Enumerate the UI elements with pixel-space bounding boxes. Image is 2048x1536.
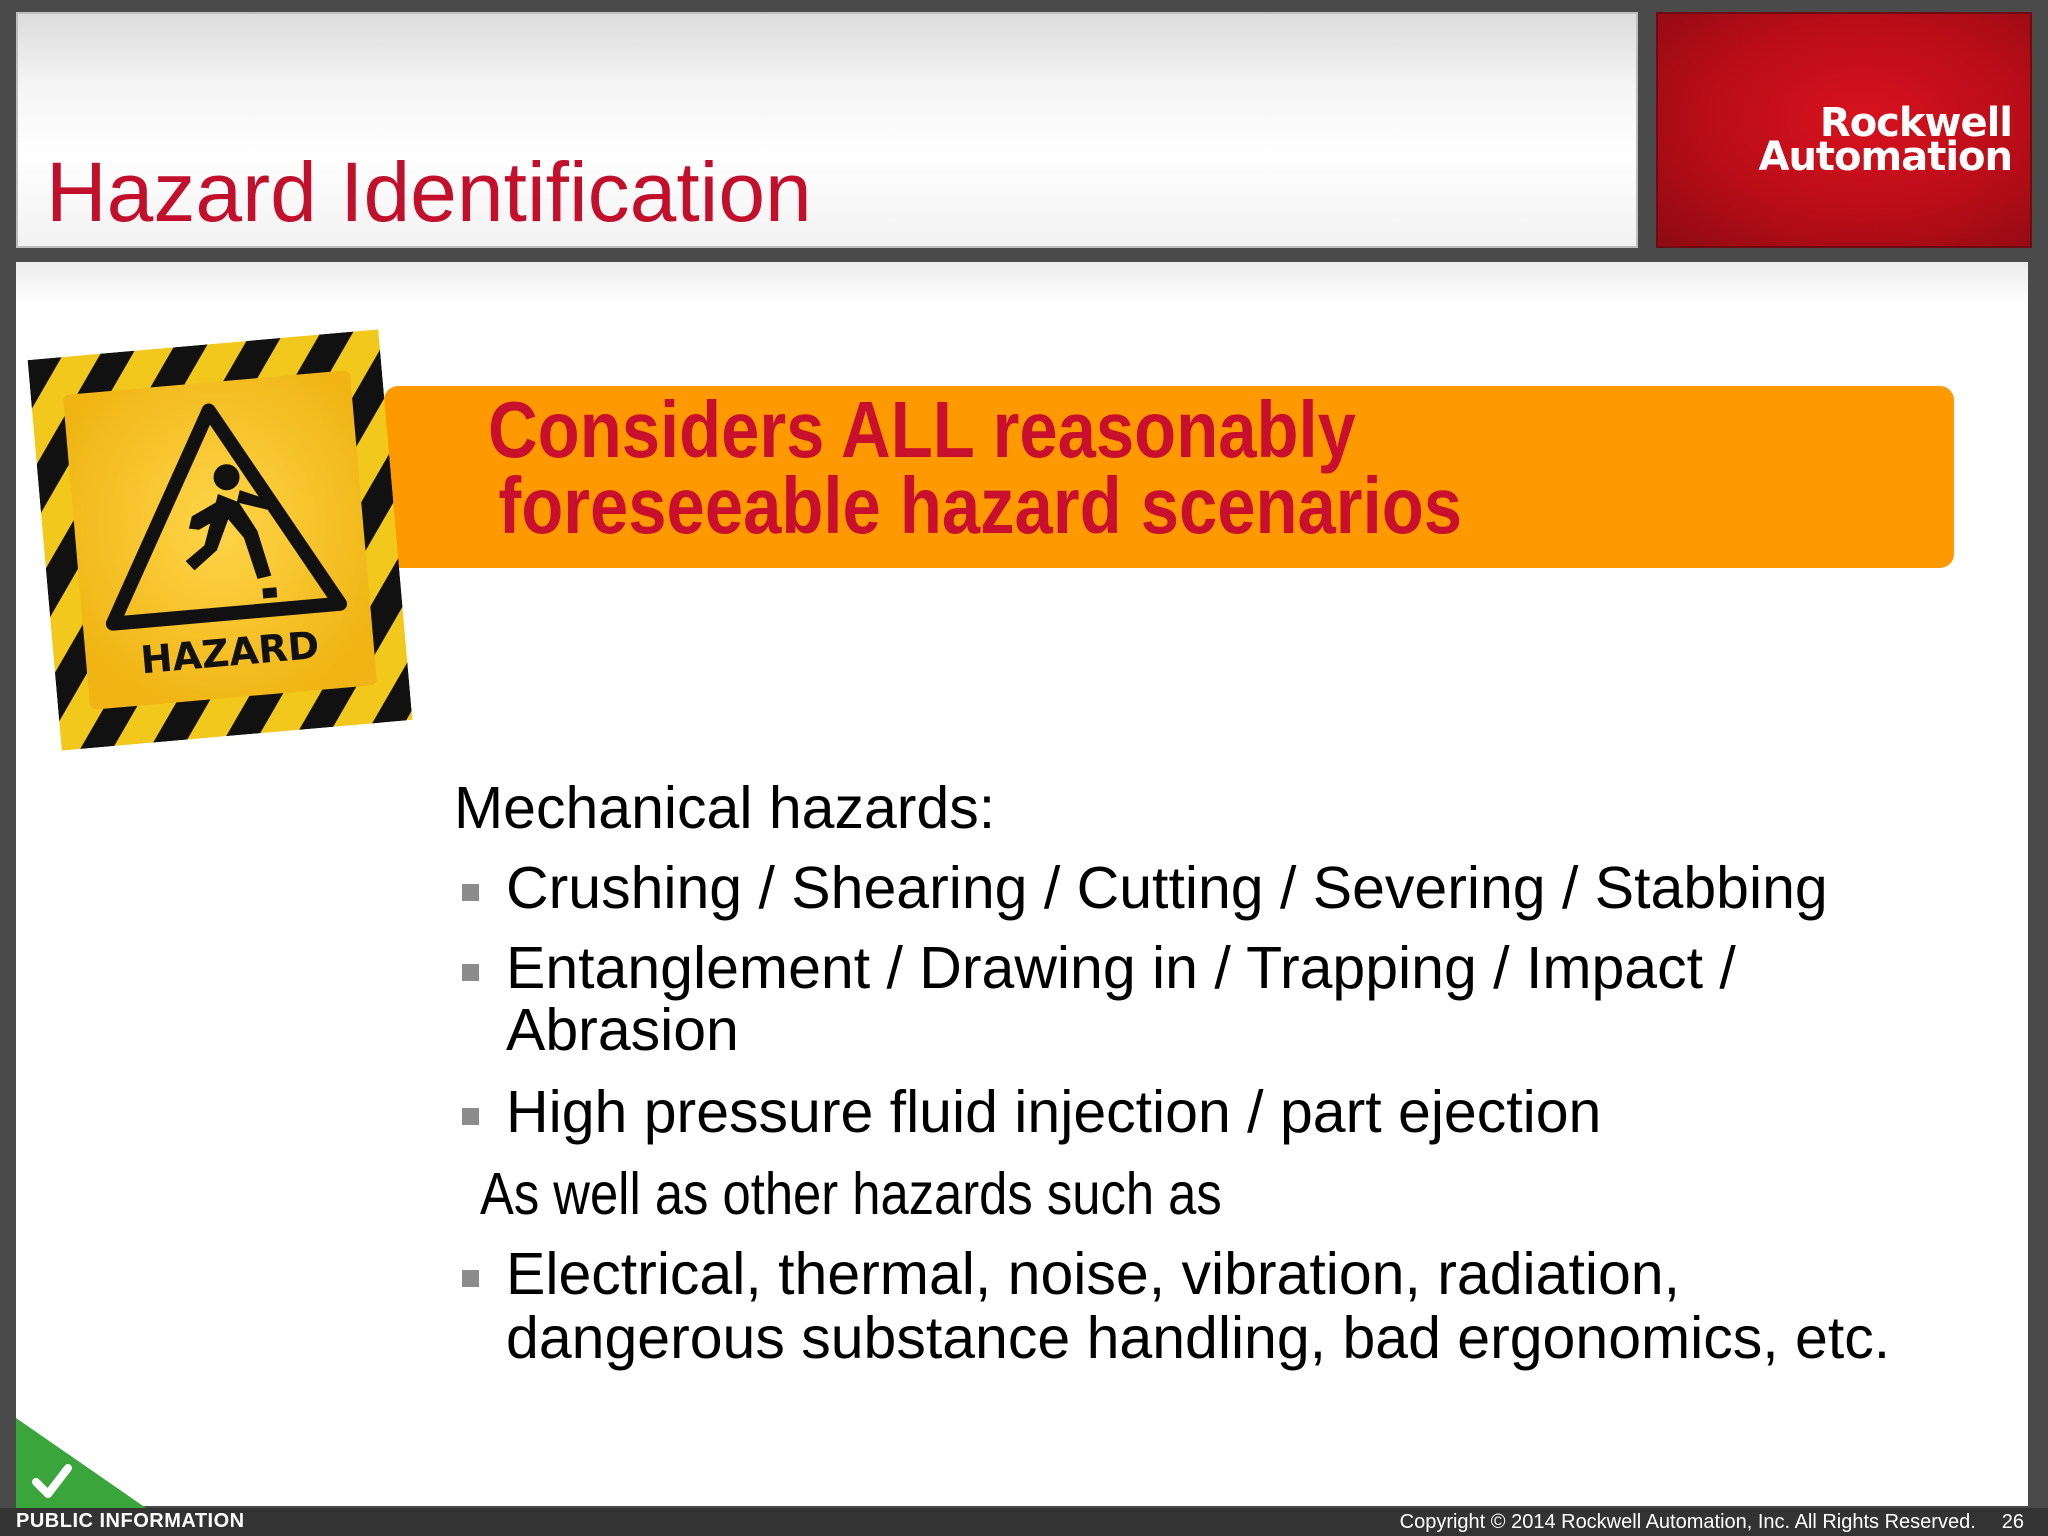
bullet-marker <box>462 884 479 901</box>
bullet-marker <box>462 1270 479 1287</box>
bullet-item-2-continued: Abrasion <box>506 997 739 1063</box>
hazard-label: HAZARD <box>138 622 321 683</box>
bullet-marker <box>462 1108 479 1125</box>
logo-text <box>1758 100 2013 180</box>
bullet-item-2: Entanglement / Drawing in / Trapping / Impact / <box>506 935 1736 1001</box>
banner-line-1: Considers ALL reasonably <box>488 385 1356 474</box>
bullet-item-1: Crushing / Shearing / Cutting / Severing / Stabbing <box>506 855 1828 921</box>
slide-body <box>16 262 2028 1506</box>
subheading: As well as other hazards such as <box>480 1161 1222 1227</box>
banner-line-2: foreseeable hazard scenarios <box>498 461 1462 550</box>
bullet-marker <box>462 964 479 981</box>
title-panel <box>16 12 1638 248</box>
rockwell-logo <box>1656 12 2032 248</box>
slide-title: Hazard Identification <box>46 145 812 239</box>
footer-right <box>1400 1511 2024 1534</box>
other-hazards-line-2: dangerous substance handling, bad ergonomics, etc. <box>506 1305 1891 1371</box>
logo-line-2: Automation <box>1758 134 2012 180</box>
logo-line-1: Rockwell <box>1819 100 2012 146</box>
bullet-item-3: High pressure fluid injection / part ejection <box>506 1079 1602 1145</box>
footer <box>0 1508 2048 1536</box>
copyright-text: Copyright © 2014 Rockwell Automation, Inc. All Rights Reserved. <box>1399 1511 1976 1533</box>
other-hazards-line-1: Electrical, thermal, noise, vibration, radiation, <box>506 1241 1680 1307</box>
page-number: 26 <box>2001 1511 2024 1533</box>
classification-label: PUBLIC INFORMATION <box>16 1510 245 1532</box>
slide-content <box>16 262 2028 1506</box>
body-heading: Mechanical hazards: <box>454 775 996 841</box>
public-info-corner <box>16 1418 146 1508</box>
